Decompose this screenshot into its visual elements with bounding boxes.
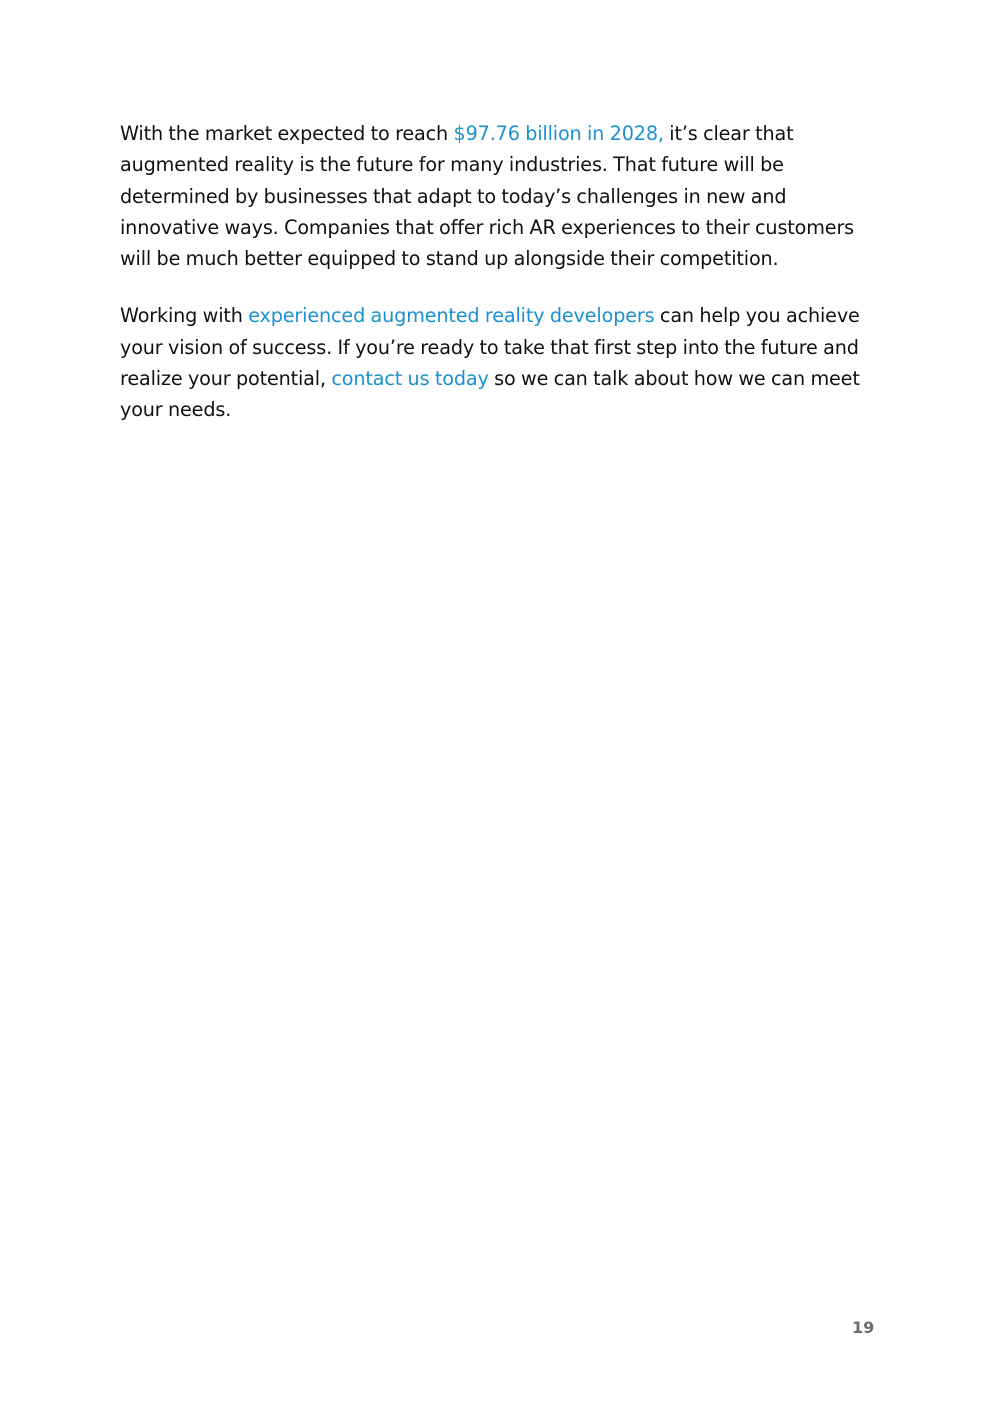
paragraph-2-text-middle: can help you achieve your vision of success. If you’re ready to take that first step into the future and realize your potential, <box>120 304 860 391</box>
paragraph-1-text-end: it’s clear that augmented reality is the future for many industries. That future will be determined by businesses that adapt to today’s challenges in new and innovative ways. Companies that offer rich AR experiences to their customers will be much better equipped to stand up alongside their competition. <box>120 122 855 271</box>
paragraph-market-outlook <box>120 118 860 274</box>
paragraph-call-to-action <box>120 300 860 425</box>
page-number: 19 <box>852 1318 875 1337</box>
paragraph-1-text-start: With the market expected to reach <box>120 122 454 145</box>
document-body <box>120 118 860 452</box>
ar-developers-link[interactable]: experienced augmented reality developers <box>248 304 655 328</box>
paragraph-2-text-end: so we can talk about how we can meet your needs. <box>120 367 860 422</box>
paragraph-2-text-start: Working with <box>120 304 249 328</box>
market-size-link[interactable]: $97.76 billion in 2028, <box>453 122 664 145</box>
contact-us-link[interactable]: contact us today <box>331 367 489 391</box>
